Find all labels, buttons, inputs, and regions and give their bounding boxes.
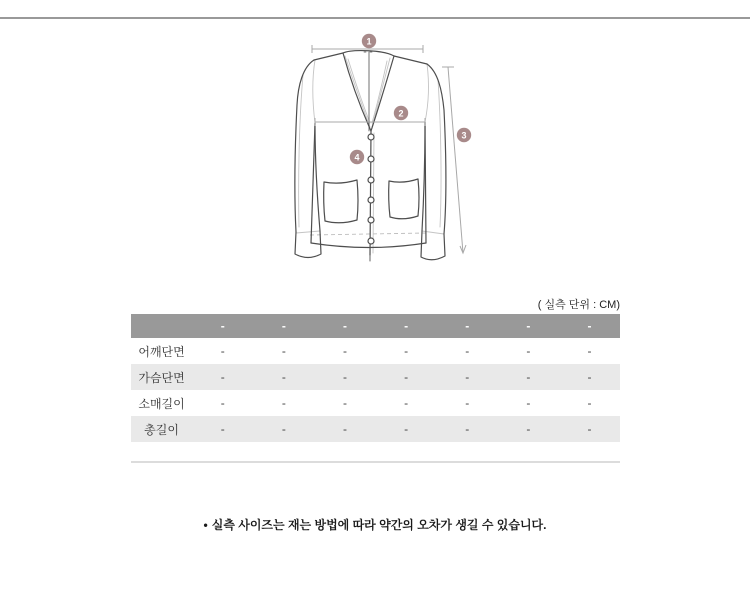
row-label: 가슴단면 <box>138 370 185 385</box>
hem-rib-line <box>310 233 427 235</box>
header-cell: - <box>465 319 470 333</box>
size-table-row-sleeve <box>131 390 620 416</box>
size-table-header-row <box>131 314 620 338</box>
size-cell: - <box>220 370 225 384</box>
header-cell: - <box>587 319 592 333</box>
measure-lines <box>312 45 466 253</box>
size-cell: - <box>465 422 470 436</box>
length-measure-line <box>448 67 463 253</box>
size-cell: - <box>526 370 531 384</box>
size-cell: - <box>526 396 531 410</box>
size-cell: - <box>526 344 531 358</box>
size-cell: - <box>465 396 470 410</box>
size-table-row-shoulder <box>131 338 620 364</box>
size-table-row-chest <box>131 364 620 390</box>
measure-markers <box>350 34 471 164</box>
header-cell: - <box>281 319 286 333</box>
placket-marker-num: 4 <box>354 152 360 163</box>
cardigan-sketch <box>270 25 500 285</box>
header-cell: - <box>404 319 409 333</box>
size-cell: - <box>220 344 225 358</box>
size-cell: - <box>587 344 592 358</box>
size-cell: - <box>465 344 470 358</box>
size-cell: - <box>281 344 286 358</box>
size-cell: - <box>404 370 409 384</box>
size-table-row-total-length <box>131 416 620 442</box>
cardigan-outline <box>295 51 446 261</box>
size-cell: - <box>342 422 347 436</box>
header-cell: - <box>342 319 347 333</box>
size-cell: - <box>587 370 592 384</box>
size-cell: - <box>342 396 347 410</box>
cardigan-measurement-diagram <box>270 25 500 285</box>
note-text: 실측 사이즈는 재는 방법에 따라 약간의 오차가 생길 수 있습니다. <box>211 518 547 532</box>
header-cell: - <box>220 319 225 333</box>
size-cell: - <box>281 370 286 384</box>
row-label: 어깨단면 <box>138 344 185 359</box>
total-length-marker-num: 3 <box>461 130 467 141</box>
size-cell: - <box>220 422 225 436</box>
header-cell: - <box>526 319 531 333</box>
size-cell: - <box>220 396 225 410</box>
size-cell: - <box>342 344 347 358</box>
shoulder-width-marker-num: 1 <box>366 36 372 47</box>
size-cell: - <box>587 422 592 436</box>
size-table <box>131 314 620 442</box>
size-cell: - <box>526 422 531 436</box>
size-cell: - <box>404 422 409 436</box>
unit-label: ( 실측 단위 : CM) <box>537 299 620 311</box>
row-label: 소매길이 <box>138 396 185 411</box>
header-cell-label <box>131 314 192 338</box>
size-cell: - <box>587 396 592 410</box>
size-cell: - <box>404 344 409 358</box>
note-bullet: • <box>203 518 208 532</box>
top-divider <box>0 17 750 19</box>
size-cell: - <box>465 370 470 384</box>
measurement-note <box>0 516 750 533</box>
size-cell: - <box>342 370 347 384</box>
size-cell: - <box>404 396 409 410</box>
row-label: 총길이 <box>144 422 179 437</box>
size-cell: - <box>281 396 286 410</box>
size-cell: - <box>281 422 286 436</box>
chest-width-marker-num: 2 <box>398 108 404 119</box>
table-bottom-divider <box>131 461 620 463</box>
